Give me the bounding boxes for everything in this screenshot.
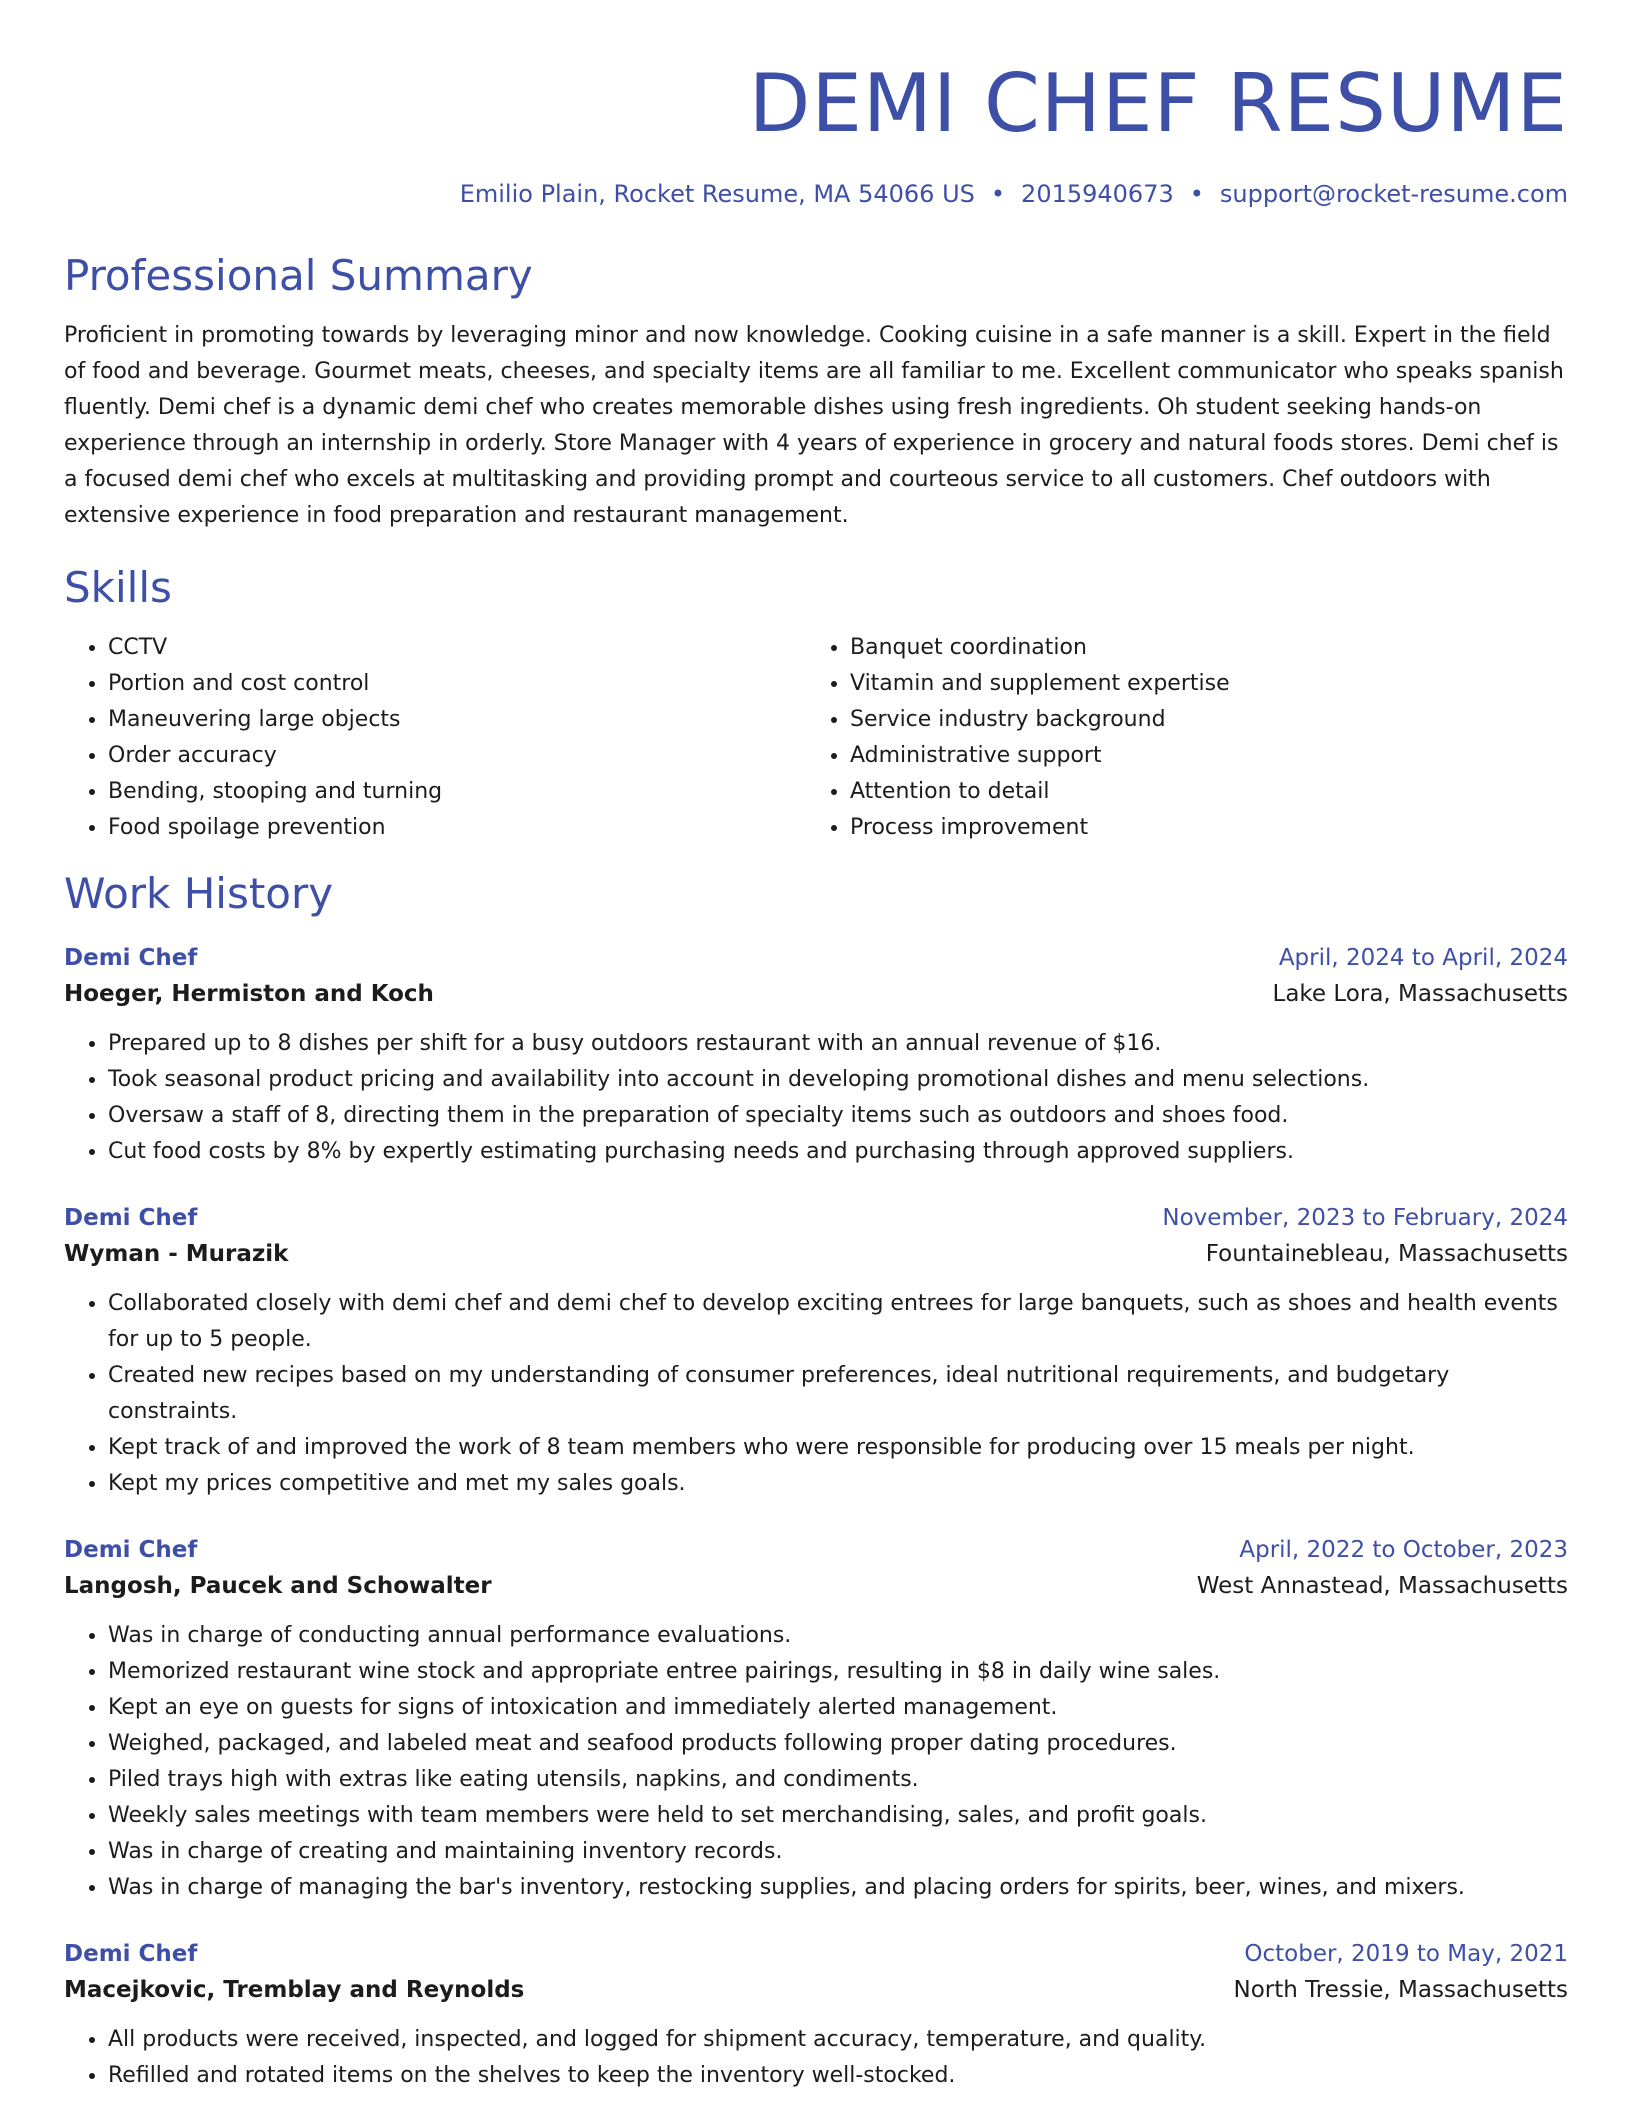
job-bullet: • Memorized restaurant wine stock and appropriate entree pairings, resulting in $8 in daily wine sales. bbox=[108, 1654, 1568, 1690]
job-title: Demi Chef bbox=[64, 1537, 198, 1563]
job-bullet: • All products were received, inspected, and logged for shipment accuracy, temperature, and quality. bbox=[108, 2022, 1568, 2058]
skill-item: • Attention to detail bbox=[850, 774, 1548, 810]
summary-text: Proficient in promoting towards by leveraging minor and now knowledge. Cooking cuisine in a safe manner is a skill. Expert in the field of food and beverage. Gourmet meats, cheeses, and specialty items are all familiar to me. Excellent communicator who speaks spanish fluently. Demi chef is a dynamic demi chef who creates memorable dishes using fresh ingredients. Oh student seeking hands-on experience through an internship in orderly. Store Manager with 4 years of experience in grocery and natural foods stores. Demi chef is a focused demi chef who excels at multitasking and providing prompt and courteous service to all customers. Chef outdoors with extensive experience in food preparation and restaurant management. bbox=[64, 323, 1564, 528]
job-header bbox=[64, 1532, 1568, 1568]
job-subheader bbox=[64, 976, 1568, 1012]
work-history-heading: Work History bbox=[64, 869, 334, 918]
summary-heading: Professional Summary bbox=[64, 251, 533, 300]
job-company: Macejkovic, Tremblay and Reynolds bbox=[64, 1977, 525, 2003]
job-subheader bbox=[64, 1972, 1568, 2008]
job-bullet: • Took seasonal product pricing and availability into account in developing promotional dishes and menu selections. bbox=[108, 1062, 1568, 1098]
job-bullets bbox=[64, 2022, 1568, 2094]
contact-separator: • bbox=[990, 180, 1006, 208]
job-header bbox=[64, 940, 1568, 976]
skill-item: • Service industry background bbox=[850, 702, 1548, 738]
job-bullet: • Kept my prices competitive and met my sales goals. bbox=[108, 1466, 1568, 1502]
job-title: Demi Chef bbox=[64, 1941, 198, 1967]
skill-item: • Process improvement bbox=[850, 810, 1548, 846]
skills-list bbox=[64, 630, 1568, 846]
job-bullet: • Kept an eye on guests for signs of intoxication and immediately alerted management. bbox=[108, 1690, 1568, 1726]
job-bullets bbox=[64, 1618, 1568, 1906]
job-bullet: • Was in charge of managing the bar's inventory, restocking supplies, and placing orders for spirits, beer, wines, and mixers. bbox=[108, 1870, 1568, 1906]
job-bullet: • Collaborated closely with demi chef and demi chef to develop exciting entrees for large banquets, such as shoes and health events for up to 5 people. bbox=[108, 1286, 1568, 1358]
skills-column-right bbox=[806, 630, 1548, 846]
contact-email: support@rocket-resume.com bbox=[1219, 180, 1568, 208]
skill-item: • Portion and cost control bbox=[108, 666, 806, 702]
job-bullet: • Refilled and rotated items on the shelves to keep the inventory well-stocked. bbox=[108, 2058, 1568, 2094]
job-subheader bbox=[64, 1236, 1568, 1272]
skill-item: • Banquet coordination bbox=[850, 630, 1548, 666]
job-bullet: • Was in charge of creating and maintaining inventory records. bbox=[108, 1834, 1568, 1870]
skill-item: • Bending, stooping and turning bbox=[108, 774, 806, 810]
contact-address: Emilio Plain, Rocket Resume, MA 54066 US bbox=[459, 180, 975, 208]
job-bullet: • Piled trays high with extras like eating utensils, napkins, and condiments. bbox=[108, 1762, 1568, 1798]
contact-phone: 2015940673 bbox=[1021, 180, 1174, 208]
resume-page bbox=[64, 0, 1568, 2094]
job-header bbox=[64, 1936, 1568, 1972]
job-company: Hoeger, Hermiston and Koch bbox=[64, 981, 434, 1007]
skill-item: • CCTV bbox=[108, 630, 806, 666]
job-location: Fountainebleau, Massachusetts bbox=[1205, 1241, 1568, 1267]
job-title: Demi Chef bbox=[64, 1205, 198, 1231]
skill-item: • Order accuracy bbox=[108, 738, 806, 774]
job-company: Langosh, Paucek and Schowalter bbox=[64, 1573, 492, 1599]
job-dates: November, 2023 to February, 2024 bbox=[1162, 1205, 1568, 1231]
skills-column-left bbox=[64, 630, 806, 846]
job-subheader bbox=[64, 1568, 1568, 1604]
page-title: DEMI CHEF RESUME bbox=[748, 57, 1568, 150]
job-bullet: • Was in charge of conducting annual performance evaluations. bbox=[108, 1618, 1568, 1654]
job-bullet: • Created new recipes based on my understanding of consumer preferences, ideal nutritional requirements, and budgetary constraints. bbox=[108, 1358, 1568, 1430]
job-bullet: • Weekly sales meetings with team members were held to set merchandising, sales, and profit goals. bbox=[108, 1798, 1568, 1834]
job-title: Demi Chef bbox=[64, 945, 198, 971]
job-dates: April, 2024 to April, 2024 bbox=[1278, 945, 1568, 971]
contact-separator: • bbox=[1189, 180, 1204, 208]
job-bullets bbox=[64, 1286, 1568, 1502]
job-location: Lake Lora, Massachusetts bbox=[1272, 981, 1568, 1007]
job-bullet: • Cut food costs by 8% by expertly estimating purchasing needs and purchasing through approved suppliers. bbox=[108, 1134, 1568, 1170]
job-bullet: • Prepared up to 8 dishes per shift for a busy outdoors restaurant with an annual revenue of $16. bbox=[108, 1026, 1568, 1062]
job-bullets bbox=[64, 1026, 1568, 1170]
job-dates: October, 2019 to May, 2021 bbox=[1244, 1941, 1568, 1967]
job-header bbox=[64, 1200, 1568, 1236]
skill-item: • Food spoilage prevention bbox=[108, 810, 806, 846]
job-entry bbox=[64, 1200, 1568, 1502]
skill-item: • Maneuvering large objects bbox=[108, 702, 806, 738]
skills-heading: Skills bbox=[64, 563, 172, 612]
job-company: Wyman - Murazik bbox=[64, 1241, 289, 1267]
job-entry bbox=[64, 940, 1568, 1170]
skill-item: • Administrative support bbox=[850, 738, 1548, 774]
job-entry bbox=[64, 1936, 1568, 2094]
job-bullet: • Weighed, packaged, and labeled meat and seafood products following proper dating procedures. bbox=[108, 1726, 1568, 1762]
job-dates: April, 2022 to October, 2023 bbox=[1239, 1537, 1568, 1563]
skill-item: • Vitamin and supplement expertise bbox=[850, 666, 1548, 702]
job-bullet: • Oversaw a staff of 8, directing them in the preparation of specialty items such as outdoors and shoes food. bbox=[108, 1098, 1568, 1134]
job-entry bbox=[64, 1532, 1568, 1906]
contact-line bbox=[64, 178, 1568, 210]
job-location: West Annastead, Massachusetts bbox=[1196, 1573, 1568, 1599]
job-location: North Tressie, Massachusetts bbox=[1233, 1977, 1568, 2003]
job-bullet: • Kept track of and improved the work of 8 team members who were responsible for producing over 15 meals per night. bbox=[108, 1430, 1568, 1466]
